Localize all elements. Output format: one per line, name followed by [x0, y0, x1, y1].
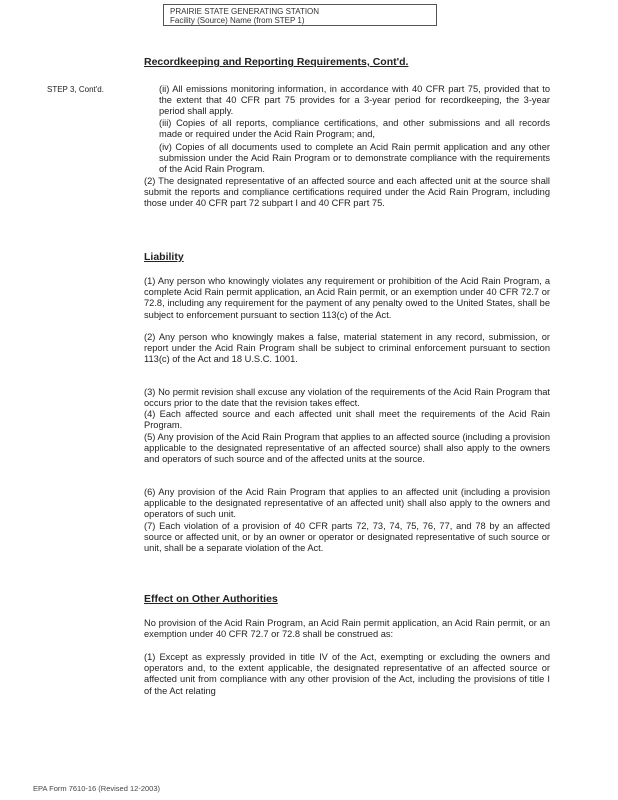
liability-heading: Liability	[144, 251, 184, 263]
liability-para-2: (2) Any person who knowingly makes a false, material statement in any record, submission, or report under the Acid Rain Program shall be subject to criminal enforcement pursuant to section 113(c) of the Act and 18 U.S.C. 1001.	[144, 332, 550, 365]
effect-para-1: (1) Except as expressly provided in title IV of the Act, exempting or excluding the owners and operators and, to the extent applicable, the designated representative of an affected source or affected unit from compliance with any other provision of the Act, including the provisions of title I of the Act relating	[144, 652, 550, 696]
effect-heading: Effect on Other Authorities	[144, 593, 278, 605]
liability-para-7: (7) Each violation of a provision of 40 CFR parts 72, 73, 74, 75, 76, 77, and 78 by an affected source or affected unit, or by an owner or operator or designated representative of such source or unit, shall be a separate violation of the Act.	[144, 521, 550, 554]
recordkeeping-para-iii: (iii) Copies of all reports, compliance certifications, and other submissions and all records made or required under the Acid Rain Program; and,	[159, 118, 550, 140]
liability-para-4: (4) Each affected source and each affected unit shall meet the requirements of the Acid Rain Program.	[144, 409, 550, 431]
liability-para-1: (1) Any person who knowingly violates any requirement or prohibition of the Acid Rain Program, a complete Acid Rain permit application, an Acid Rain permit, or an exemption under 40 CFR 72.7 or 72.8, including any requirement for the payment of any penalty owed to the United States, shall be subject to enforcement pursuant to section 113(c) of the Act.	[144, 276, 550, 320]
recordkeeping-heading: Recordkeeping and Reporting Requirements, Cont'd.	[144, 56, 409, 68]
facility-field-label: Facility (Source) Name (from STEP 1)	[170, 16, 305, 25]
facility-name: PRAIRIE STATE GENERATING STATION	[170, 7, 320, 16]
step-label: STEP 3, Cont'd.	[47, 85, 104, 94]
effect-para-intro: No provision of the Acid Rain Program, an Acid Rain permit application, an Acid Rain permit, or an exemption under 40 CFR 72.7 or 72.8 shall be construed as:	[144, 618, 550, 640]
facility-header-box	[163, 4, 437, 26]
recordkeeping-para-iv: (iv) Copies of all documents used to complete an Acid Rain permit application and any other submission under the Acid Rain Program or to demonstrate compliance with the requirements of the Acid Rain Program.	[159, 142, 550, 175]
recordkeeping-para-2: (2) The designated representative of an affected source and each affected unit at the source shall submit the reports and compliance certifications required under the Acid Rain Program, including those under 40 CFR part 72 subpart I and 40 CFR part 75.	[144, 176, 550, 209]
liability-para-6: (6) Any provision of the Acid Rain Program that applies to an affected unit (including a provision applicable to the designated representative of an affected unit) shall also apply to the owners and operators of such unit.	[144, 487, 550, 520]
liability-para-5: (5) Any provision of the Acid Rain Program that applies to an affected source (including a provision applicable to the designated representative of an affected source) shall also apply to the owners and operators of such source and of the affected units at the source.	[144, 432, 550, 465]
liability-para-3: (3) No permit revision shall excuse any violation of the requirements of the Acid Rain Program that occurs prior to the date that the revision takes effect.	[144, 387, 550, 409]
form-footer: EPA Form 7610-16 (Revised 12-2003)	[33, 784, 161, 793]
recordkeeping-para-ii: (ii) All emissions monitoring information, in accordance with 40 CFR part 75, provided that to the extent that 40 CFR part 75 provides for a 3-year period for recordkeeping, the 3-year period shall apply.	[159, 84, 550, 117]
